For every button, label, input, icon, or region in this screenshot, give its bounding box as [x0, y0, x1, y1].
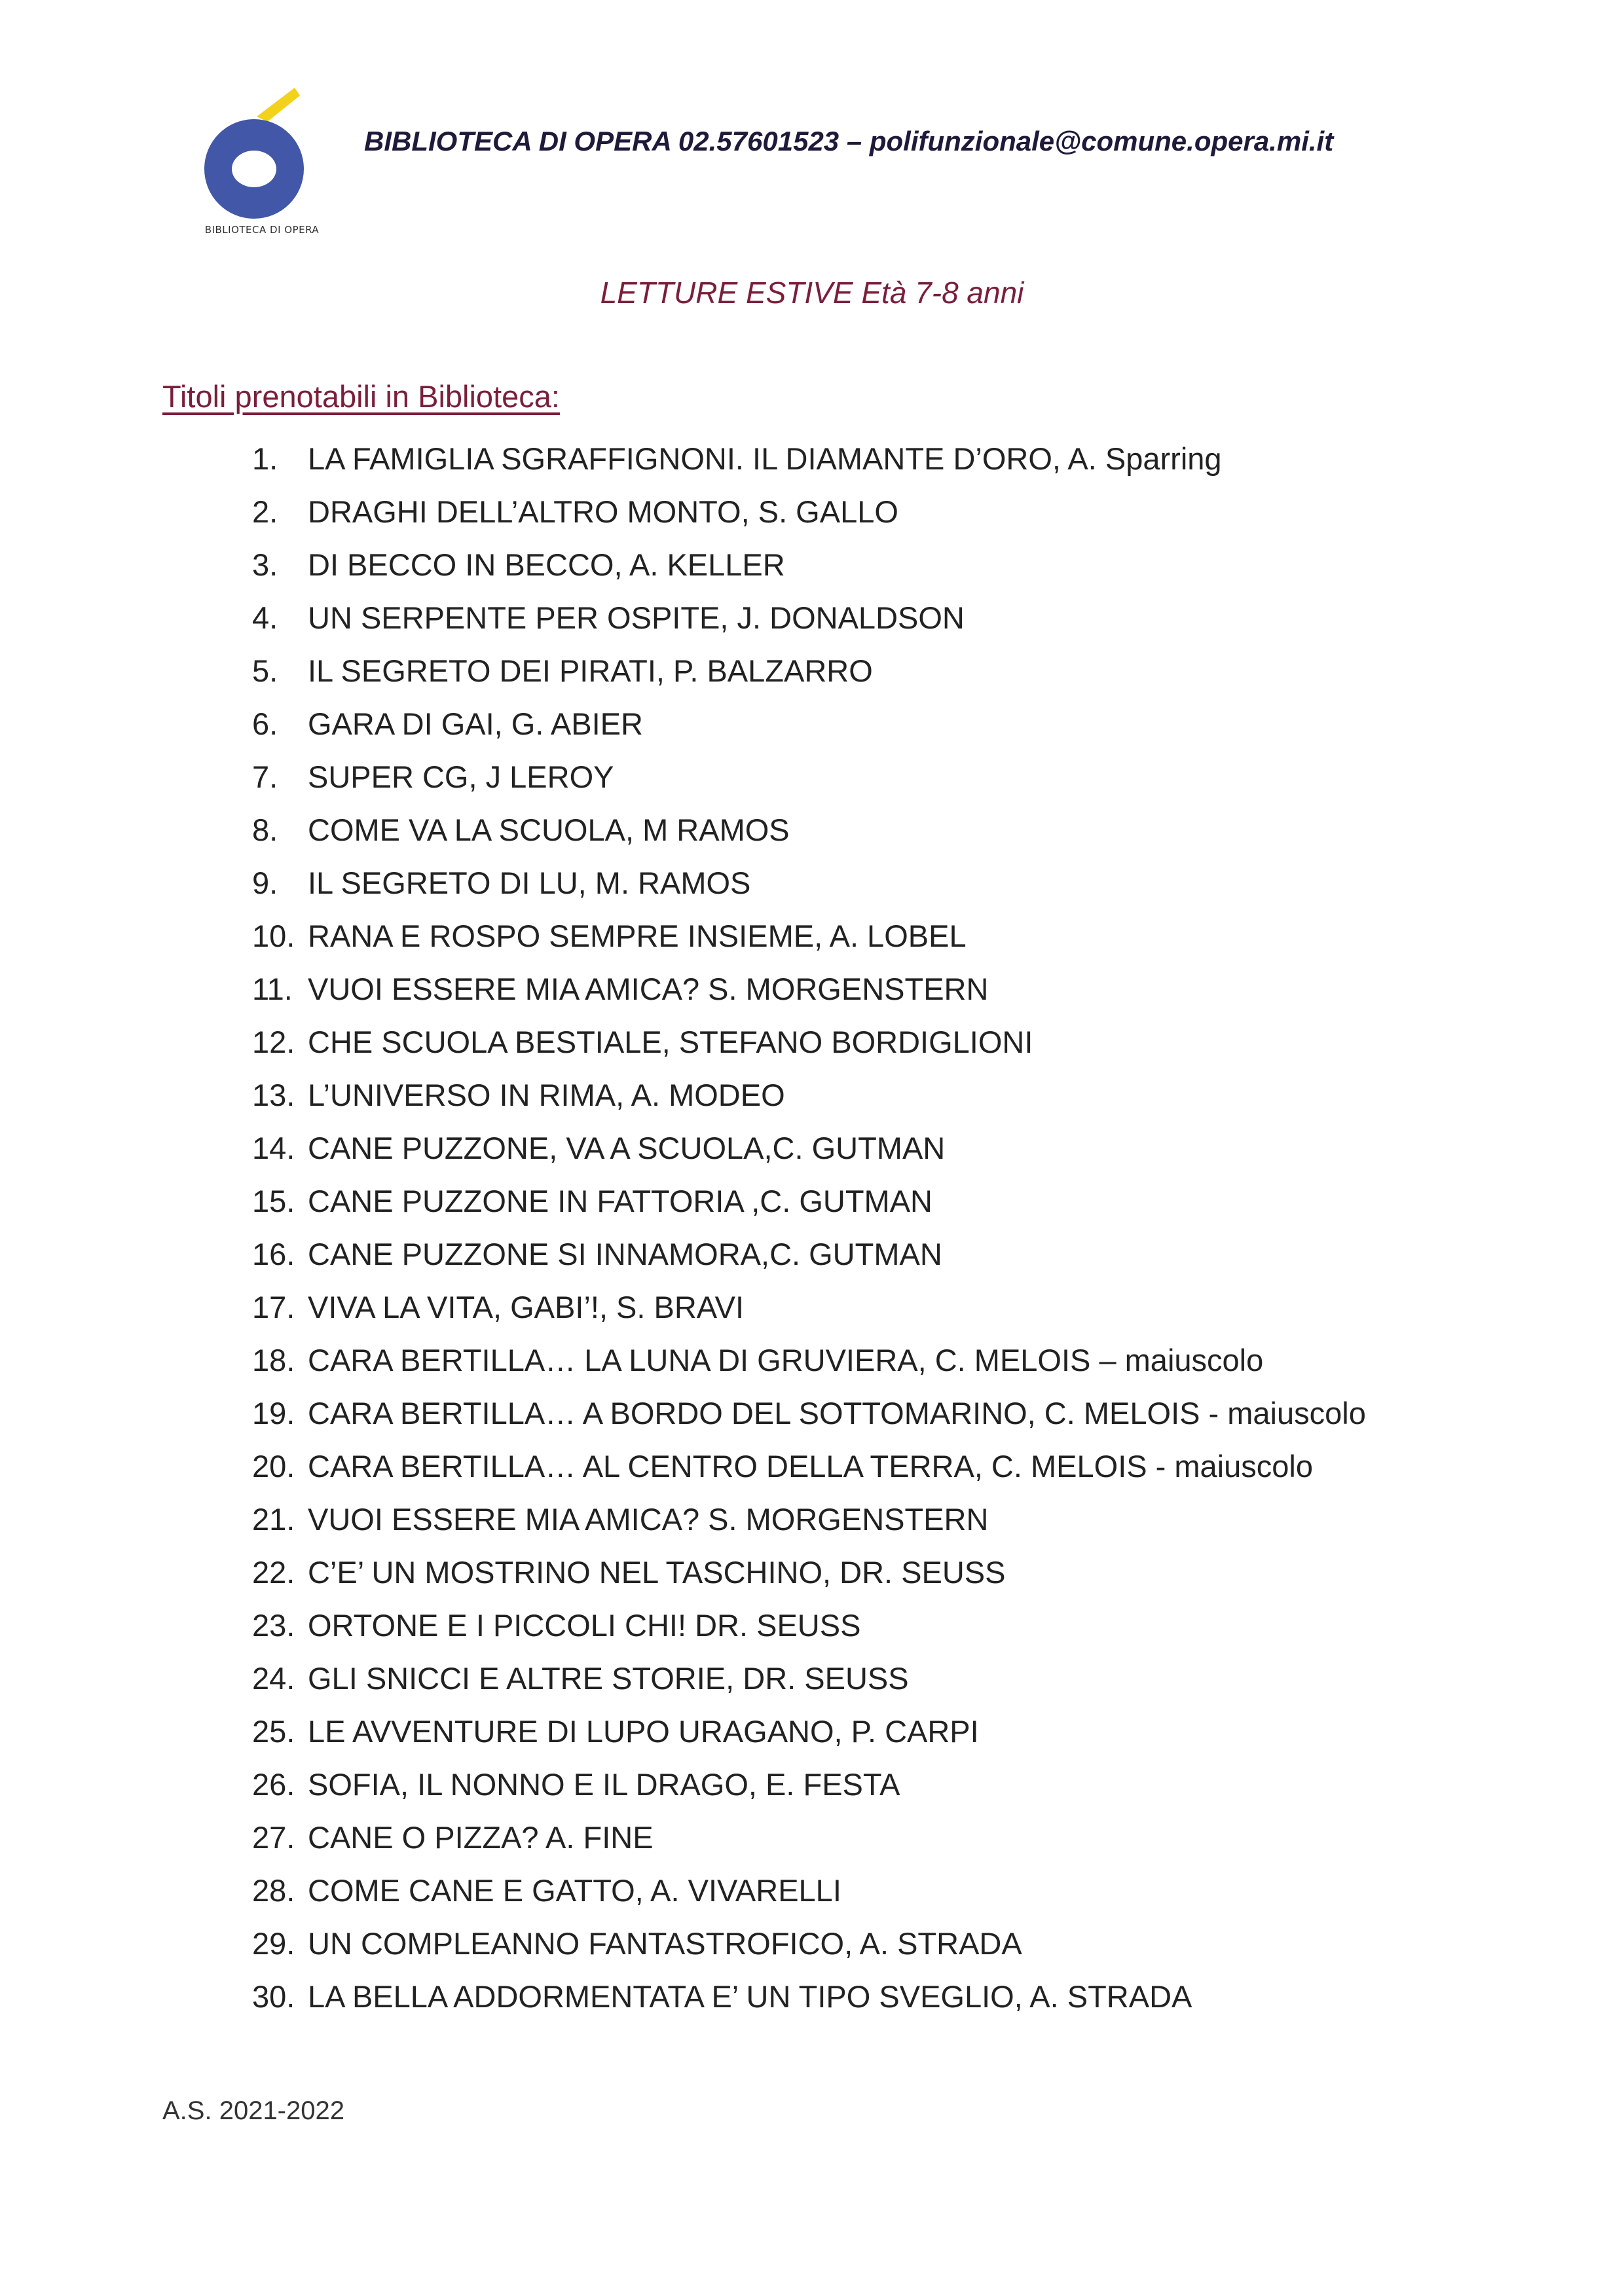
list-item	[252, 1917, 1366, 1970]
list-item	[252, 1811, 1366, 1864]
contact-line: BIBLIOTECA DI OPERA 02.57601523 – polifunzionale@comune.opera.mi.it	[364, 126, 1334, 156]
list-item	[252, 697, 1366, 750]
list-item-number: 19.	[252, 1396, 295, 1430]
list-item	[252, 1334, 1366, 1387]
list-item-number: 27.	[252, 1820, 295, 1855]
list-item-number: 18.	[252, 1343, 295, 1377]
list-item-title: CARA BERTILLA… LA LUNA DI GRUVIERA, C. MELOIS – maiuscolo	[308, 1343, 1264, 1377]
list-item-title: IL SEGRETO DI LU, M. RAMOS	[308, 866, 751, 900]
list-item-number: 29.	[252, 1926, 295, 1961]
list-item-title: IL SEGRETO DEI PIRATI, P. BALZARRO	[308, 653, 873, 688]
list-item-number: 24.	[252, 1661, 295, 1696]
school-year: A.S. 2021-2022	[162, 2096, 344, 2125]
list-item-number: 8.	[252, 812, 278, 847]
list-item-title: L’UNIVERSO IN RIMA, A. MODEO	[308, 1078, 785, 1112]
list-item-number: 4.	[252, 600, 278, 635]
list-item-number: 12.	[252, 1025, 295, 1059]
list-item-number: 25.	[252, 1714, 295, 1749]
list-item-number: 26.	[252, 1767, 295, 1802]
list-item-title: VIVA LA VITA, GABI’!, S. BRAVI	[308, 1290, 745, 1324]
list-item-number: 2.	[252, 494, 278, 529]
list-item	[252, 591, 1366, 644]
list-item	[252, 1228, 1366, 1281]
list-item-number: 3.	[252, 547, 278, 582]
list-item-number: 14.	[252, 1131, 295, 1165]
list-item-number: 6.	[252, 706, 278, 741]
list-item	[252, 1864, 1366, 1917]
list-item-title: GLI SNICCI E ALTRE STORIE, DR. SEUSS	[308, 1661, 909, 1696]
list-item	[252, 1440, 1366, 1493]
list-item-number: 22.	[252, 1555, 295, 1590]
list-item	[252, 1175, 1366, 1228]
list-item	[252, 1015, 1366, 1068]
list-item-title: CANE PUZZONE IN FATTORIA ,C. GUTMAN	[308, 1184, 932, 1218]
list-item-number: 21.	[252, 1502, 295, 1537]
list-item-number: 30.	[252, 1979, 295, 2014]
list-item-title: SUPER CG, J LEROY	[308, 759, 614, 794]
list-item	[252, 538, 1366, 591]
book-list	[252, 432, 1366, 2023]
list-item	[252, 1281, 1366, 1334]
list-item	[252, 1121, 1366, 1175]
list-item-title: LA FAMIGLIA SGRAFFIGNONI. IL DIAMANTE D’ORO, A. Sparring	[308, 441, 1222, 476]
list-item	[252, 1705, 1366, 1758]
list-item	[252, 1546, 1366, 1599]
list-item	[252, 750, 1366, 803]
library-logo-icon	[196, 85, 327, 223]
list-item	[252, 1599, 1366, 1652]
list-item-title: VUOI ESSERE MIA AMICA? S. MORGENSTERN	[308, 1502, 989, 1537]
logo-caption: BIBLIOTECA DI OPERA	[204, 224, 320, 236]
list-item-title: COME VA LA SCUOLA, M RAMOS	[308, 812, 790, 847]
list-item-title: CARA BERTILLA… A BORDO DEL SOTTOMARINO, C. MELOIS - maiuscolo	[308, 1396, 1366, 1430]
list-item-number: 11.	[252, 972, 293, 1006]
list-item-number: 20.	[252, 1449, 295, 1484]
library-logo	[196, 85, 327, 242]
list-item-title: ORTONE E I PICCOLI CHI! DR. SEUSS	[308, 1608, 861, 1643]
list-item-number: 9.	[252, 866, 278, 900]
list-item	[252, 856, 1366, 909]
list-item	[252, 432, 1366, 485]
list-item-title: C’E’ UN MOSTRINO NEL TASCHINO, DR. SEUSS	[308, 1555, 1006, 1590]
list-item-title: LE AVVENTURE DI LUPO URAGANO, P. CARPI	[308, 1714, 979, 1749]
list-item	[252, 1387, 1366, 1440]
list-item	[252, 1068, 1366, 1121]
list-item-title: LA BELLA ADDORMENTATA E’ UN TIPO SVEGLIO, A. STRADA	[308, 1979, 1192, 2014]
list-item-title: VUOI ESSERE MIA AMICA? S. MORGENSTERN	[308, 972, 989, 1006]
list-item-title: RANA E ROSPO SEMPRE INSIEME, A. LOBEL	[308, 919, 967, 953]
list-item-title: CANE PUZZONE, VA A SCUOLA,C. GUTMAN	[308, 1131, 946, 1165]
list-item-number: 28.	[252, 1873, 295, 1908]
list-item	[252, 485, 1366, 538]
list-item	[252, 962, 1366, 1015]
list-item	[252, 803, 1366, 856]
list-item-title: UN SERPENTE PER OSPITE, J. DONALDSON	[308, 600, 965, 635]
list-item	[252, 644, 1366, 697]
list-item-number: 16.	[252, 1237, 295, 1271]
list-item-title: CANE PUZZONE SI INNAMORA,C. GUTMAN	[308, 1237, 942, 1271]
list-item-number: 13.	[252, 1078, 295, 1112]
list-item-title: SOFIA, IL NONNO E IL DRAGO, E. FESTA	[308, 1767, 900, 1802]
list-item-number: 5.	[252, 653, 278, 688]
list-item-number: 7.	[252, 759, 278, 794]
list-item	[252, 909, 1366, 962]
section-heading: Titoli prenotabili in Biblioteca:	[162, 379, 560, 414]
list-item-title: DI BECCO IN BECCO, A. KELLER	[308, 547, 785, 582]
list-item-number: 23.	[252, 1608, 295, 1643]
list-item	[252, 1493, 1366, 1546]
list-item-title: UN COMPLEANNO FANTASTROFICO, A. STRADA	[308, 1926, 1022, 1961]
list-item-title: CHE SCUOLA BESTIALE, STEFANO BORDIGLIONI	[308, 1025, 1033, 1059]
list-item	[252, 1970, 1366, 2023]
list-item-title: CARA BERTILLA… AL CENTRO DELLA TERRA, C. MELOIS - maiuscolo	[308, 1449, 1313, 1484]
list-item-title: CANE O PIZZA? A. FINE	[308, 1820, 654, 1855]
list-item-number: 10.	[252, 919, 295, 953]
list-item	[252, 1652, 1366, 1705]
list-item-title: DRAGHI DELL’ALTRO MONTO, S. GALLO	[308, 494, 898, 529]
page-title: LETTURE ESTIVE Età 7-8 anni	[600, 276, 1024, 310]
list-item-number: 1.	[252, 441, 278, 476]
list-item-title: COME CANE E GATTO, A. VIVARELLI	[308, 1873, 841, 1908]
list-item-title: GARA DI GAI, G. ABIER	[308, 706, 643, 741]
list-item	[252, 1758, 1366, 1811]
list-item-number: 17.	[252, 1290, 295, 1324]
list-item-number: 15.	[252, 1184, 295, 1218]
